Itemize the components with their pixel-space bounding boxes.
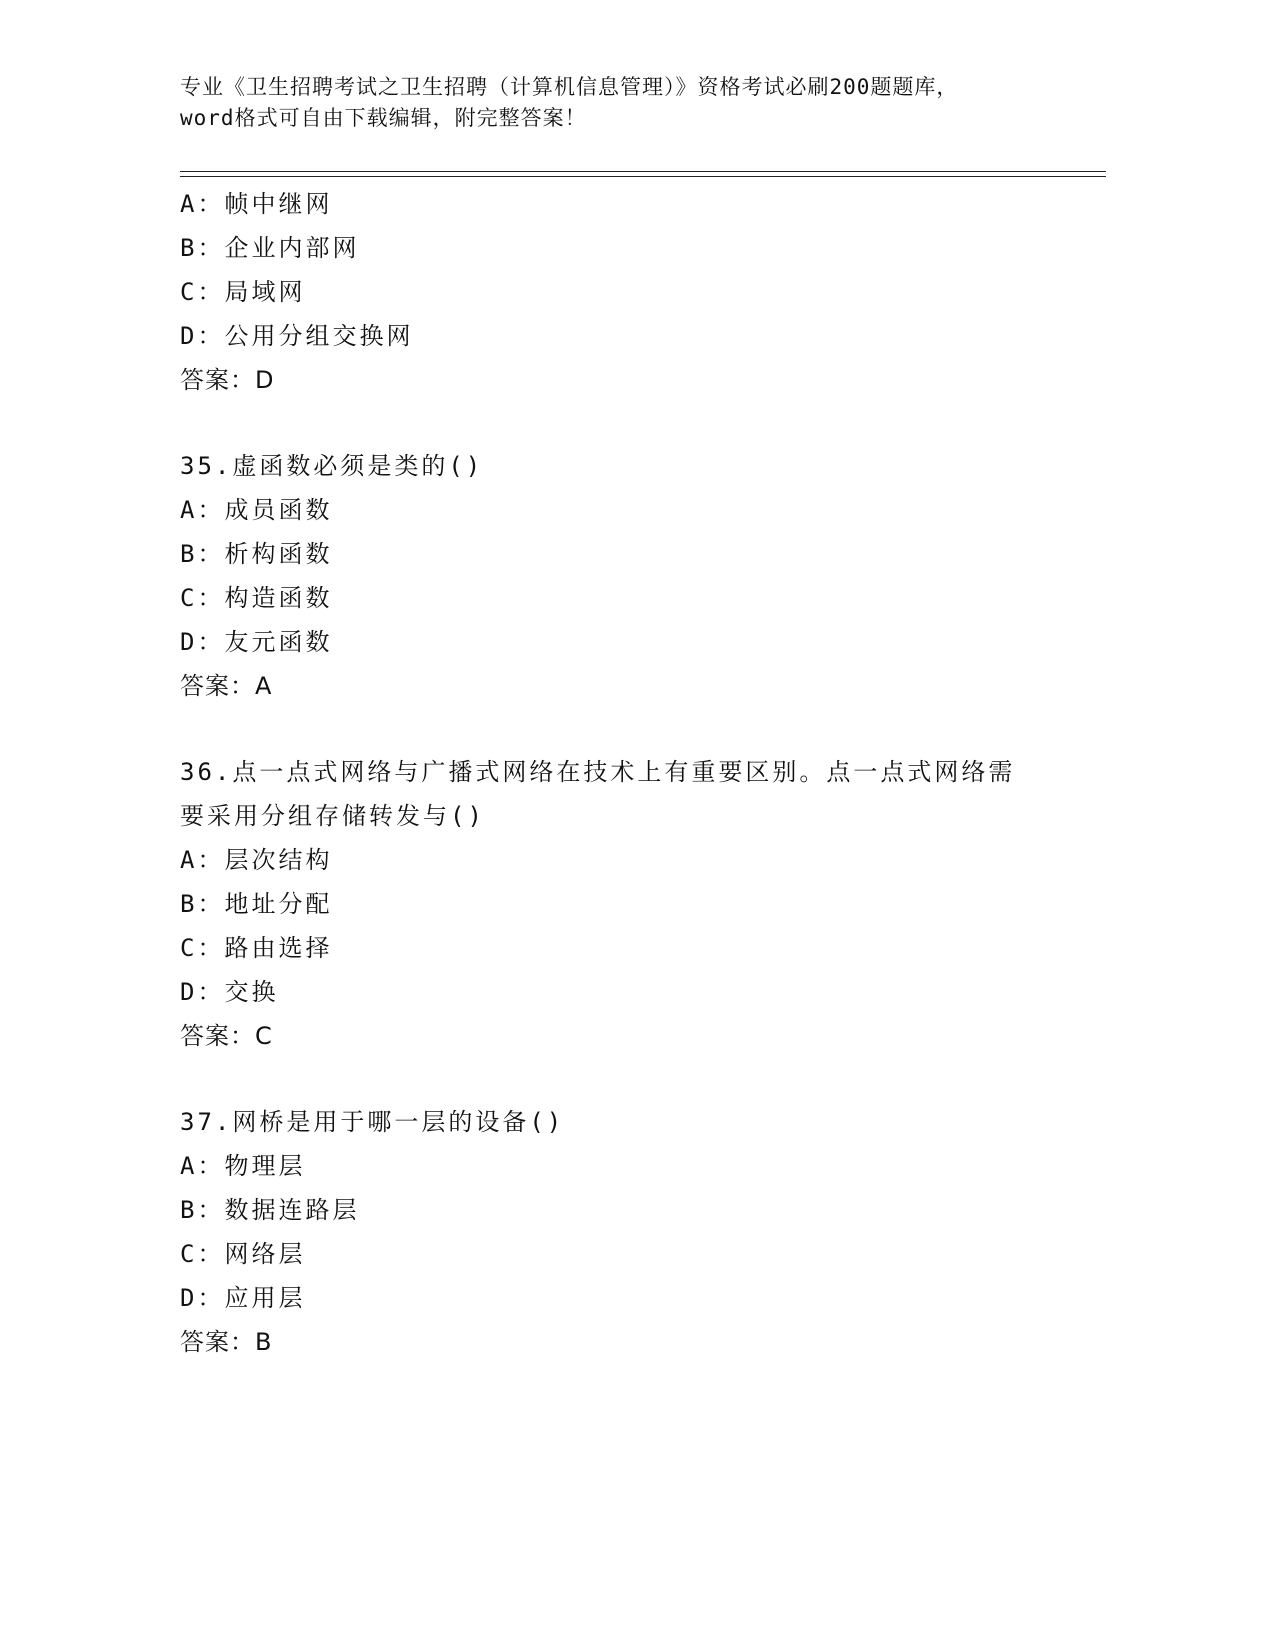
answer-line: 答案：B (180, 1328, 273, 1356)
answer-line: 答案：D (180, 366, 275, 394)
question-35 (180, 444, 1080, 708)
question-stem: 35.虚函数必须是类的() (180, 452, 484, 480)
header-divider-top (180, 171, 1106, 172)
spacer (180, 708, 1080, 750)
spacer (180, 1058, 1080, 1100)
option-a: A：帧中继网 (180, 190, 333, 218)
option-d: D：友元函数 (180, 628, 333, 656)
question-stem-line-1: 36.点一点式网络与广播式网络在技术上有重要区别。点一点式网络需 (180, 758, 1016, 786)
answer-line: 答案：C (180, 1022, 273, 1050)
question-stem-line-2: 要采用分组存储转发与() (180, 802, 485, 830)
header-divider-bottom (180, 176, 1106, 177)
option-b: B：析构函数 (180, 540, 333, 568)
option-c: C：网络层 (180, 1240, 306, 1268)
answer-line: 答案：A (180, 672, 273, 700)
option-a: A：物理层 (180, 1152, 306, 1180)
option-c: C：路由选择 (180, 934, 333, 962)
option-a: A：成员函数 (180, 496, 333, 524)
option-d: D：应用层 (180, 1284, 306, 1312)
option-d: D：交换 (180, 978, 279, 1006)
option-c: C：局域网 (180, 278, 306, 306)
question-stem: 37.网桥是用于哪一层的设备() (180, 1108, 565, 1136)
header-title-line-1: 专业《卫生招聘考试之卫生招聘（计算机信息管理）》资格考试必刷200题题库， (180, 75, 959, 99)
option-a: A：层次结构 (180, 846, 333, 874)
header-title-line-2: word格式可自由下载编辑，附完整答案！ (180, 106, 587, 130)
question-37 (180, 1100, 1080, 1364)
option-d: D：公用分组交换网 (180, 322, 414, 350)
option-b: B：企业内部网 (180, 234, 360, 262)
option-b: B：地址分配 (180, 890, 333, 918)
question-34 (180, 182, 1080, 402)
question-36 (180, 750, 1080, 1058)
option-b: B：数据连路层 (180, 1196, 360, 1224)
question-list (180, 182, 1080, 1364)
spacer (180, 402, 1080, 444)
option-c: C：构造函数 (180, 584, 333, 612)
document-header (180, 72, 1060, 134)
